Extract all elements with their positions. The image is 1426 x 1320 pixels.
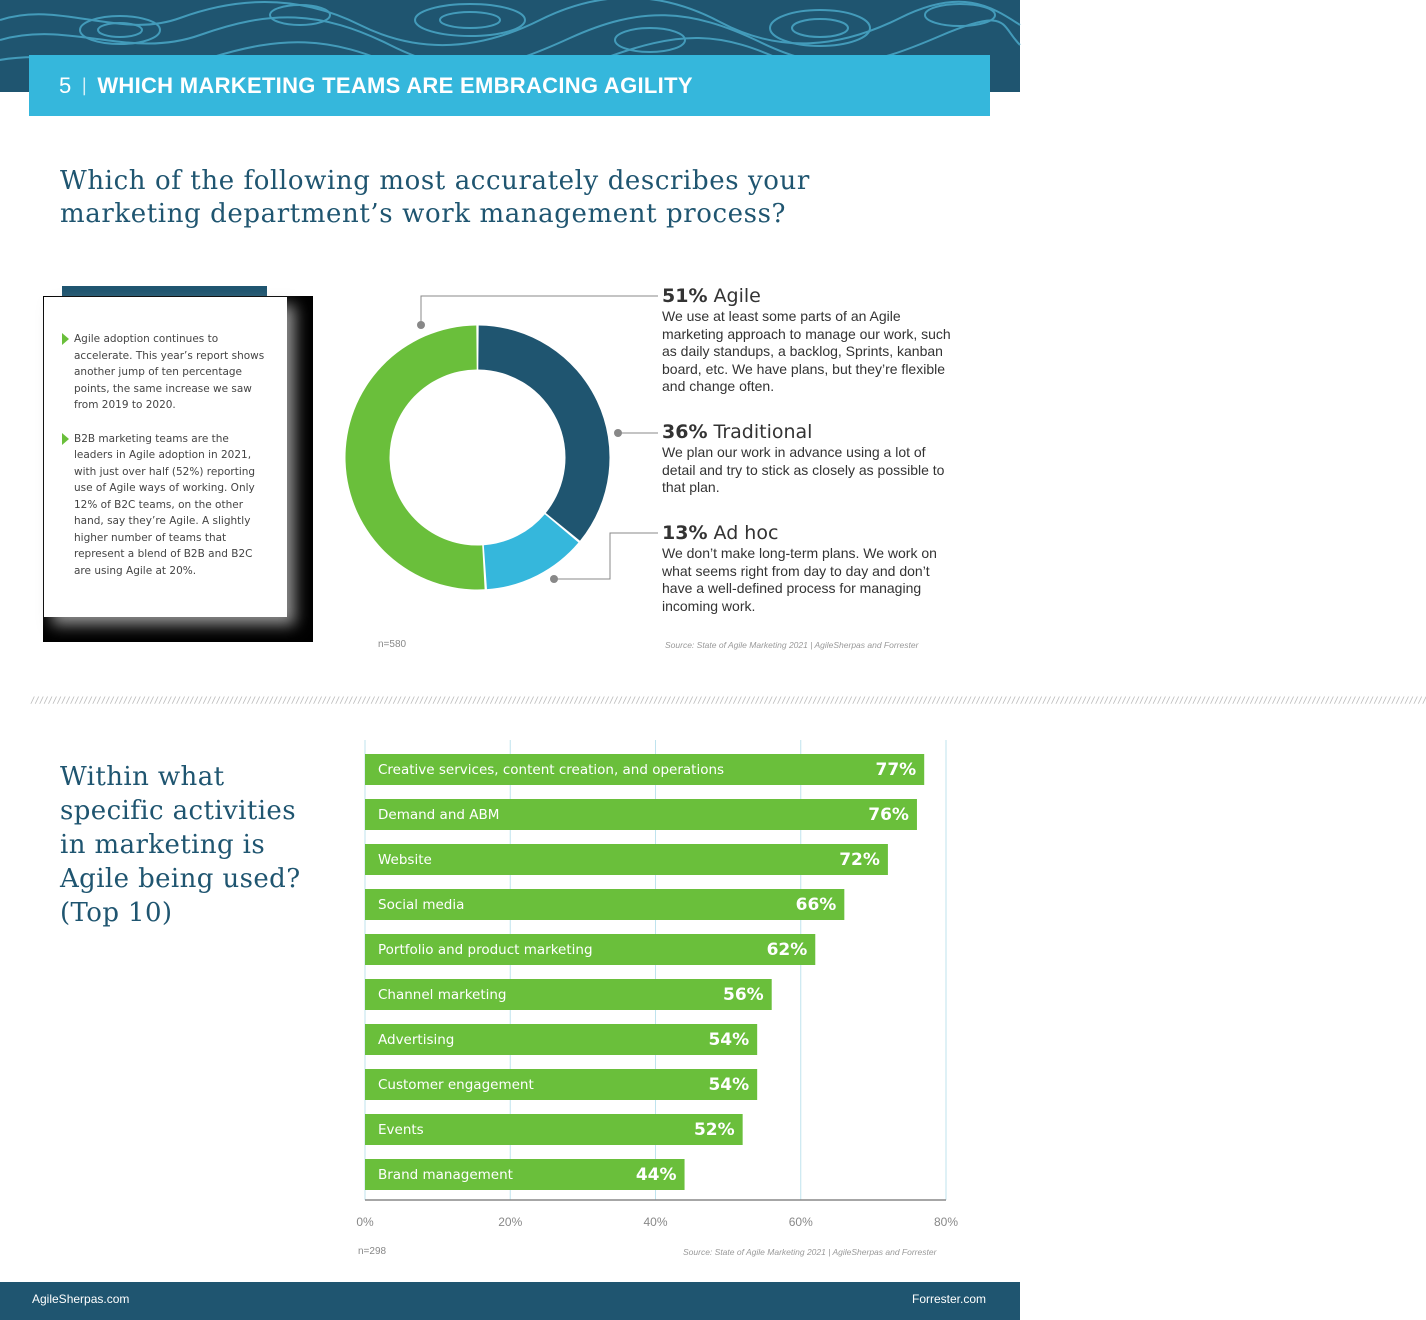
donut-sample-size: n=580 (378, 639, 407, 650)
bar-value-label: 54% (708, 1030, 750, 1050)
question-2-line-5: (Top 10) (60, 898, 173, 928)
question-2-line-1: Within what (60, 762, 225, 792)
bar-category-label: Advertising (378, 1032, 455, 1048)
bar-category-label: Website (378, 852, 432, 868)
header-separator: | (81, 75, 88, 96)
footer-forrester-link[interactable]: Forrester.com (911, 1292, 986, 1306)
leader-dot-agile (417, 321, 425, 329)
question-1-line-1: Which of the following most accurately describes your (60, 166, 810, 196)
note-item-b2b: B2B marketing teams are the leaders in Agile adoption in 2021, with just over half (52%) reporting use of Agile ways of working. Only 12% of B2C teams, on the other hand, say they’re Agile. A slightly higher number of teams that represent a blend of B2B and B2C are using Agile at 20%. (74, 431, 265, 580)
x-tick-label: 40% (643, 1215, 668, 1229)
bar-value-label: 52% (693, 1120, 735, 1140)
legend-agile-pct: 51% (662, 285, 708, 307)
question-2-line-2: specific activities (60, 796, 296, 826)
bar-category-label: Events (378, 1122, 424, 1138)
leader-line-adhoc (554, 533, 658, 579)
bar-sample-size: n=298 (358, 1246, 387, 1257)
bar-category-label: Channel marketing (378, 987, 507, 1003)
question-2-heading (60, 760, 320, 930)
note-item-adoption: Agile adoption continues to accelerate. This year’s report shows another jump of ten percentage points, the same increase we saw from 2019 to 2020. (74, 331, 265, 414)
leader-dot-adhoc (550, 575, 558, 583)
donut-source: Source: State of Agile Marketing 2021 | AgileSherpas and Forrester (665, 640, 919, 650)
bar-category-label: Portfolio and product marketing (378, 942, 593, 958)
bar-category-label: Customer engagement (378, 1077, 534, 1093)
legend-agile-label: Agile (713, 285, 761, 307)
question-2-line-3: in marketing is (60, 830, 266, 860)
bar-value-label: 54% (708, 1075, 750, 1095)
legend-traditional-label: Traditional (713, 421, 813, 443)
question-2-line-4: Agile being used? (60, 864, 301, 894)
note-card (44, 297, 287, 617)
donut-leader-lines (410, 290, 670, 590)
bar (365, 844, 888, 875)
legend-adhoc (662, 522, 962, 615)
legend-adhoc-pct: 13% (662, 522, 708, 544)
legend-traditional-pct: 36% (662, 421, 708, 443)
bar-category-label: Brand management (378, 1167, 513, 1183)
bar-value-label: 72% (839, 850, 880, 870)
bar-source: Source: State of Agile Marketing 2021 | AgileSherpas and Forrester (683, 1247, 937, 1257)
page-footer (0, 1282, 1020, 1320)
section-header (29, 55, 990, 116)
legend-agile-desc: We use at least some parts of an Agile marketing approach to manage our work, such as daily standups, a backlog, Sprints, kanban board, etc. We have plans, but they’re flexible and change often. (662, 308, 951, 394)
bar-value-label: 44% (635, 1165, 677, 1185)
bar-value-label: 77% (875, 760, 917, 780)
bar-category-label: Demand and ABM (378, 807, 500, 823)
page-number: 5 (59, 72, 72, 98)
x-tick-label: 80% (933, 1215, 959, 1229)
footer-agilesherpas-link[interactable]: AgileSherpas.com (32, 1292, 130, 1306)
bar-category-label: Creative services, content creation, and operations (378, 762, 725, 778)
x-tick-label: 20% (498, 1215, 523, 1229)
x-tick-label: 60% (788, 1215, 813, 1229)
bar-value-label: 76% (868, 805, 909, 825)
section-divider: //////////////////////////////////////////////////////////////////////////////////////////////////////////////////////////////////////////////////////////////////////////////////////////////////////////////////////////////////////////////////////////////////////////////////////////////////////////////////////////// (30, 696, 1426, 706)
agile-activities-bar-chart (340, 735, 980, 1235)
bar-value-label: 66% (795, 895, 837, 915)
bar-value-label: 56% (722, 985, 764, 1005)
legend-traditional (662, 421, 962, 497)
leader-dot-traditional (614, 429, 622, 437)
leader-line-agile (421, 296, 658, 325)
bar-category-label: Social media (378, 897, 465, 913)
legend-adhoc-label: Ad hoc (713, 522, 779, 544)
legend-adhoc-desc: We don’t make long-term plans. We work on what seems right from day to day and don’t have a well-defined process for managing incoming work. (662, 545, 937, 614)
legend-traditional-desc: We plan our work in advance using a lot of detail and try to stick as closely as possible to that plan. (662, 444, 945, 495)
question-1-line-2: marketing department’s work management process? (60, 199, 787, 229)
x-tick-label: 0% (356, 1215, 374, 1229)
bar-value-label: 62% (766, 940, 808, 960)
legend-agile (662, 285, 962, 396)
question-1-heading (60, 165, 820, 231)
section-title: WHICH MARKETING TEAMS ARE EMBRACING AGILITY (97, 72, 693, 98)
